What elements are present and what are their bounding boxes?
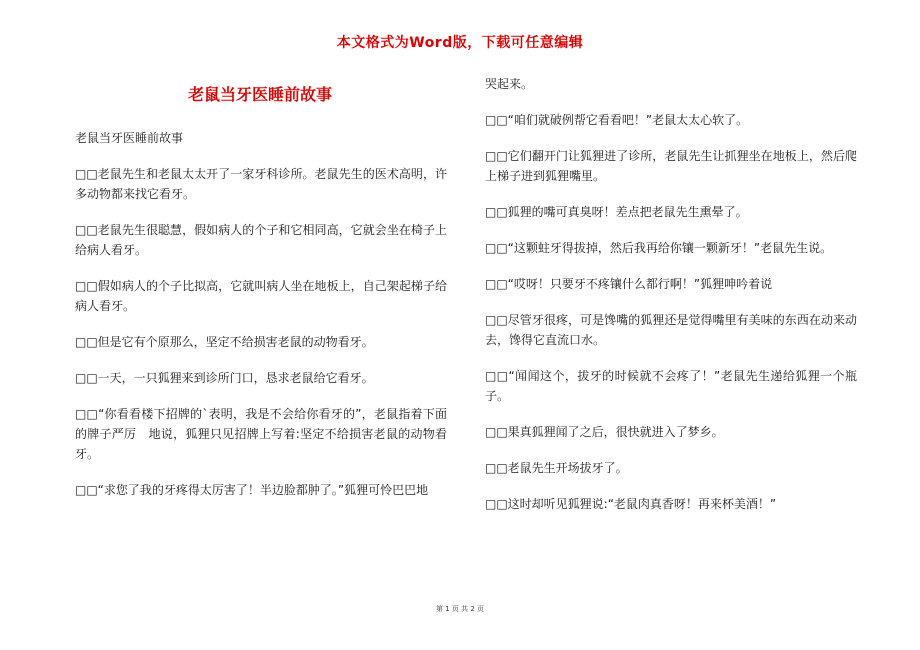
paragraph: □□它们翻开门让狐狸进了诊所，老鼠先生让抓狸坐在地板上，然后爬上梯子进到狐狸嘴里。 <box>485 149 857 183</box>
paragraph: □□“这颗蛀牙得拔掉，然后我再给你镶一颗新牙！”老鼠先生说。 <box>485 241 833 255</box>
page-title: 老鼠当牙医睡前故事 <box>187 85 332 104</box>
paragraph: □□“哎呀！只要牙不疼镶什么都行啊！”狐狸呻吟着说 <box>485 277 773 291</box>
paragraph: □□果真狐狸闻了之后，很快就进入了梦乡。 <box>485 425 724 439</box>
page-footer: 第 1 页 共 2 页 <box>435 605 485 613</box>
paragraph: □□老鼠先生和老鼠太太开了一家牙科诊所。老鼠先生的医术高明，许多动物都来找它看牙。 <box>75 167 447 201</box>
paragraph: □□“你看看楼下招牌的`表明，我是不会给你看牙的”，老鼠指着下面的牌子严厉 地说，狐狸只见招牌上写着:坚定不给损害老鼠的动物看牙。 <box>75 407 447 461</box>
left-column <box>75 128 447 516</box>
paragraph: □□“求您了我的牙疼得太厉害了！半边脸都肿了。”狐狸可怜巴巴地 <box>75 483 429 497</box>
paragraph: □□一天，一只狐狸来到诊所门口，恳求老鼠给它看牙。 <box>75 371 374 385</box>
paragraph: □□但是它有个原那么，坚定不给损害老鼠的动物看牙。 <box>75 335 374 349</box>
paragraph: □□这时却听见狐狸说:“老鼠肉真香呀！再来杯美酒！” <box>485 497 777 511</box>
paragraph: 老鼠当牙医睡前故事 <box>75 131 184 145</box>
paragraph: □□“咱们就破例帮它看看吧！”老鼠太太心软了。 <box>485 113 749 127</box>
paragraph: □□尽管牙很疼，可是馋嘴的狐狸还是觉得嘴里有美味的东西在动来动去，馋得它直流口水。 <box>485 313 857 347</box>
paragraph: 哭起来。 <box>485 77 534 91</box>
paragraph: □□“闻闻这个，拔牙的时候就不会疼了！”老鼠先生递给狐狸一个瓶子。 <box>485 369 857 403</box>
paragraph: □□老鼠先生很聪慧，假如病人的个子和它相同高，它就会坐在椅子上给病人看牙。 <box>75 223 447 257</box>
document-banner: 本文格式为Word版，下载可任意编辑 <box>336 35 584 51</box>
paragraph: □□老鼠先生开场拔牙了。 <box>485 461 628 475</box>
paragraph: □□狐狸的嘴可真臭呀！差点把老鼠先生熏晕了。 <box>485 205 748 219</box>
paragraph: □□假如病人的个子比拟高，它就叫病人坐在地板上，自己架起梯子给病人看牙。 <box>75 279 447 313</box>
right-column <box>485 74 857 530</box>
